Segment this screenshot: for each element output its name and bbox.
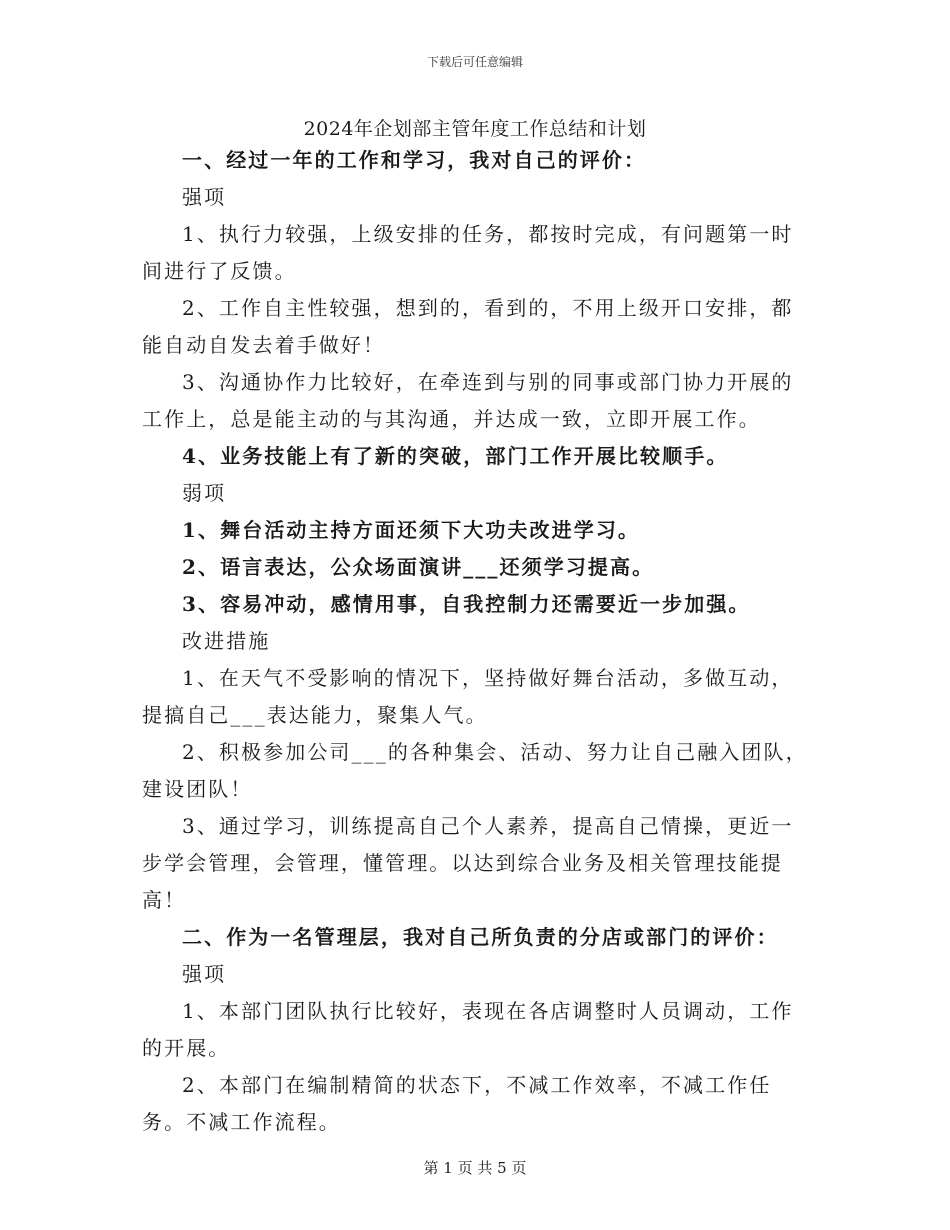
paragraph: 2、工作自主性较强，想到的，看到的，不用上级开口安排，都能自动自发去着手做好！ [142,296,794,357]
document-body [142,142,808,1141]
paragraph: 2、积极参加公司___的各种集会、活动、努力让自己融入团队，建设团队！ [142,740,808,801]
section-heading-department-evaluation: 二、作为一名管理层，我对自己所负责的分店或部门的评价： [182,925,779,949]
document-title: 2024年企划部主管年度工作总结和计划 [303,118,647,140]
subheading-improvements: 改进措施 [182,629,271,653]
paragraph: 2、本部门在编制精简的状态下，不减工作效率，不减工作任务。不减工作流程。 [142,1073,772,1134]
subheading-strengths: 强项 [182,962,227,986]
paragraph: 4、业务技能上有了新的突破，部门工作开展比较顺手。 [182,444,729,468]
paragraph: 3、容易冲动，感情用事，自我控制力还需要近一步加强。 [182,592,751,616]
paragraph: 2、语言表达，公众场面演讲___还须学习提高。 [182,555,655,579]
paragraph: 1、在天气不受影响的情况下，坚持做好舞台活动，多做互动，提搞自己___表达能力，聚集人气。 [142,666,794,727]
subheading-weaknesses: 弱项 [182,481,227,505]
paragraph: 1、本部门团队执行比较好，表现在各店调整时人员调动，工作的开展。 [142,999,794,1060]
paragraph: 3、沟通协作力比较好，在牵连到与别的同事或部门协力开展的工作上，总是能主动的与其沟通，并达成一致，立即开展工作。 [142,370,794,431]
paragraph: 1、舞台活动主持方面还须下大功夫改进学习。 [182,518,641,542]
subheading-strengths: 强项 [182,185,227,209]
page-footer: 第 1 页 共 5 页 [423,1159,527,1177]
section-heading-self-evaluation: 一、经过一年的工作和学习，我对自己的评价： [182,148,647,172]
paragraph: 1、执行力较强，上级安排的任务，都按时完成，有问题第一时间进行了反馈。 [142,222,794,283]
paragraph: 3、通过学习，训练提高自己个人素养，提高自己情操，更近一步学会管理，会管理，懂管理。以达到综合业务及相关管理技能提高！ [142,814,794,912]
page-header: 下载后可任意编辑 [426,55,523,69]
